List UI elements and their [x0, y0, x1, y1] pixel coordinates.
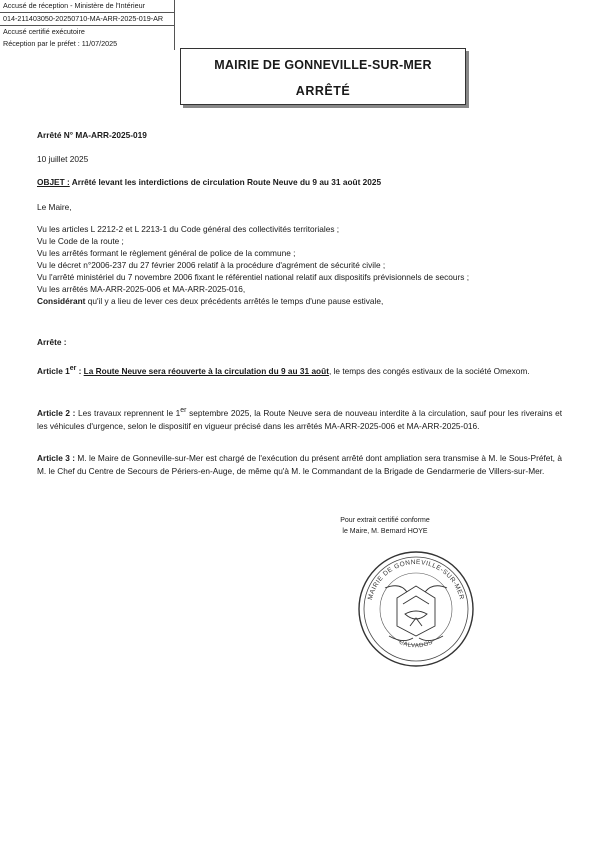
article-2-text-a: Les travaux reprennent le 1 [75, 407, 181, 418]
article-1-label: Article 1 [37, 365, 70, 376]
article-1-highlight: La Route Neuve sera réouverte à la circulation du 9 au 31 août [83, 365, 329, 376]
stamp-line-3: Accusé certifié exécutoire [0, 26, 175, 38]
objet-line [37, 177, 381, 187]
vu-item: Vu le Code de la route ; [37, 236, 124, 246]
article-2 [37, 404, 562, 433]
seal-text-bottom: CALVADOS [397, 639, 435, 650]
document-date: 10 juillet 2025 [37, 154, 89, 164]
arrete-reference: Arrêté N° MA-ARR-2025-019 [37, 130, 147, 140]
article-2-label: Article 2 : [37, 407, 76, 418]
stamp-line-1: Accusé de réception - Ministère de l'Intérieur [0, 0, 175, 13]
vu-list [37, 223, 562, 307]
article-3-label: Article 3 : [37, 453, 76, 463]
considerant-text: qu'il y a lieu de lever ces deux précédents arrêtés le temps d'une pause estivale, [85, 296, 384, 306]
considerant-item [37, 295, 562, 307]
considerant-label: Considérant [37, 296, 86, 306]
vu-item: Vu les arrêtés MA-ARR-2025-006 et MA-ARR-2025-016, [37, 284, 246, 294]
header-box [180, 48, 466, 105]
seal-text-top: MAIRIE DE GONNEVILLE-SUR-MER [366, 558, 466, 601]
objet-label: OBJET : [37, 177, 70, 187]
article-1 [37, 362, 562, 378]
stamp-line-4: Réception par le préfet : 11/07/2025 [0, 38, 175, 50]
svg-text:CALVADOS [398, 640, 434, 650]
arrete-label: Arrête : [37, 337, 67, 347]
article-1-colon: : [76, 365, 84, 376]
vu-item: Vu les articles L 2212-2 et L 2213-1 du Code général des collectivités territoriales ; [37, 224, 340, 234]
objet-text: Arrêté levant les interdictions de circulation Route Neuve du 9 au 31 août 2025 [69, 177, 382, 187]
document-type: ARRÊTÉ [295, 84, 351, 98]
article-2-text-b: septembre 2025, la Route Neuve sera de nouveau interdite à la circulation, sauf pour les riverains et les véhicules d'urgence, selon le dispositif en vigueur précisé dans les arrêtés MA-ARR-2025-006 et MA-ARR-2025-016. [37, 407, 563, 431]
mairie-title: MAIRIE DE GONNEVILLE-SUR-MER [214, 58, 432, 72]
article-1-sup: er [69, 365, 77, 372]
svg-text:MAIRIE DE GONNEVILLE-SUR-MER [367, 559, 465, 601]
article-2-sup: er [180, 407, 187, 414]
article-3-text: M. le Maire de Gonneville-sur-Mer est chargé de l'exécution du présent arrêté dont ampliation sera transmise à M. le Sous-Préfet, à M. le Chef du Centre de Secours de Périers-en-Auge, de même qu'à M. le Commandant de la Brigade de Gendarmerie de Villers-sur-Mer. [37, 453, 563, 476]
signature-line-1: Pour extrait certifié conforme [340, 517, 430, 524]
stamp-line-2: 014-211403050-20250710-MA-ARR-2025-019-AR [0, 13, 175, 26]
acknowledgment-stamp [0, 0, 175, 50]
signature-line-2: le Maire, M. Bernard HOYE [342, 528, 428, 535]
vu-item: Vu les arrêtés formant le règlement général de police de la commune ; [37, 248, 296, 258]
article-1-text: , le temps des congés estivaux de la société Omexom. [328, 365, 530, 376]
signature-block [320, 515, 450, 537]
maire-salutation: Le Maire, [37, 202, 72, 212]
official-seal-icon [355, 548, 477, 670]
article-3 [37, 452, 562, 478]
vu-item: Vu l'arrêté ministériel du 7 novembre 2006 fixant le référentiel national relatif aux dispositifs prévisionnels de secours ; [37, 272, 470, 282]
vu-item: Vu le décret n°2006-237 du 27 février 2006 relatif à la procédure d'agrément de sécurité civile ; [37, 260, 386, 270]
